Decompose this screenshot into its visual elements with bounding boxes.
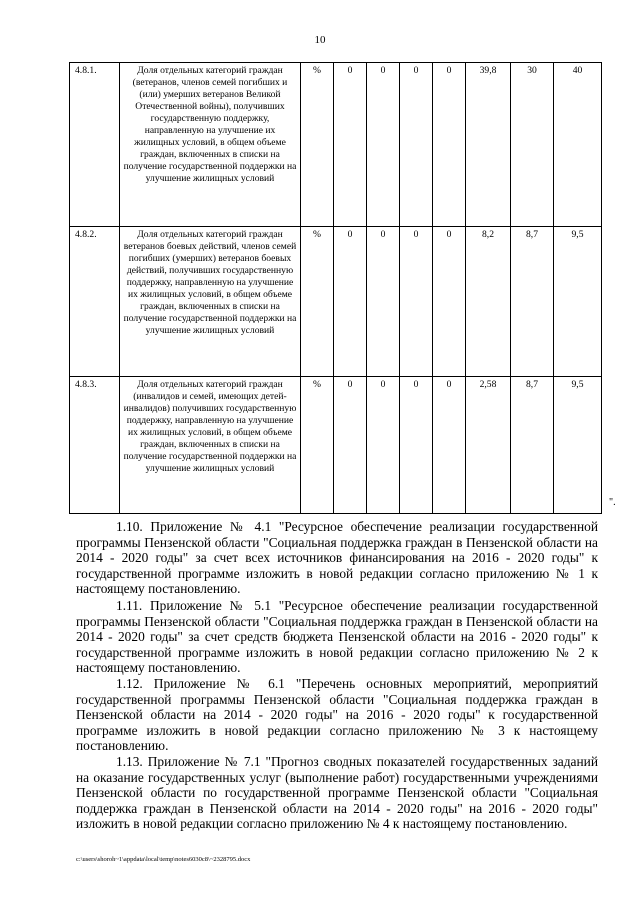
value-cell: 0 (400, 227, 433, 377)
indicator-description: Доля отдельных категорий граждан (ветеранов, членов семей погибших и (или) умерших ветеранов Великой Отечественной войны), получивших государственную поддержку, направленную на улучшение их жилищных условий, в общем объеме граждан, включенных в списки на получение государственной поддержки на улучшение жилищных условий (120, 63, 301, 227)
value-cell: 0 (334, 227, 367, 377)
paragraph-1-12 (76, 676, 598, 754)
value-cell: 39,8 (466, 63, 511, 227)
closing-quote: ". (609, 497, 616, 508)
value-cell: 8,7 (511, 227, 554, 377)
value-cell: 2,58 (466, 377, 511, 514)
value-cell: 9,5 (554, 377, 602, 514)
value-cell: 0 (334, 63, 367, 227)
paragraph-1-11 (76, 598, 598, 676)
indicator-description: Доля отдельных категорий граждан (инвалидов и семей, имеющих детей-инвалидов) получивших государственную поддержку, направленную на улучшение их жилищных условий, в общем объеме граждан, включенных в списки на получение государственной поддержки на улучшение жилищных условий (120, 377, 301, 514)
paragraph-text: 1.10. Приложение № 4.1 "Ресурсное обеспечение реализации государственной программы Пензенской области "Социальная поддержка граждан в Пензенской области на 2014 - 2020 годы" за счет всех источников финансирования на 2016 - 2020 годы" к государственной программе изложить в новой редакции согласно приложению № 1 к настоящему постановлению. (76, 519, 598, 597)
value-cell: 30 (511, 63, 554, 227)
value-cell: 0 (334, 377, 367, 514)
paragraph-text: 1.11. Приложение № 5.1 "Ресурсное обеспечение реализации государственной программы Пензенской области "Социальная поддержка граждан в Пензенской области на 2014 - 2020 годы" за счет средств бюджета Пензенской области на 2016 - 2020 годы" к государственной программе изложить в новой редакции согласно приложению № 2 к настоящему постановлению. (76, 598, 598, 676)
value-cell: 0 (400, 63, 433, 227)
value-cell: 0 (367, 377, 400, 514)
unit-cell: % (301, 377, 334, 514)
table-row (70, 377, 602, 514)
paragraph-1-13 (76, 754, 598, 832)
value-cell: 0 (433, 227, 466, 377)
value-cell: 8,7 (511, 377, 554, 514)
indicator-number: 4.8.2. (70, 227, 120, 377)
paragraph-1-10 (76, 519, 598, 597)
value-cell: 9,5 (554, 227, 602, 377)
table-row (70, 63, 602, 227)
value-cell: 8,2 (466, 227, 511, 377)
value-cell: 40 (554, 63, 602, 227)
unit-cell: % (301, 63, 334, 227)
unit-cell: % (301, 227, 334, 377)
indicator-number: 4.8.1. (70, 63, 120, 227)
indicator-number: 4.8.3. (70, 377, 120, 514)
indicator-description: Доля отдельных категорий граждан ветеранов боевых действий, членов семей погибших (умерших) ветеранов боевых действий, получивших государственную поддержку, направленную на улучшение их жилищных условий, в общем объеме граждан, включенных в списки на получение государственной поддержки на улучшение жилищных условий (120, 227, 301, 377)
value-cell: 0 (367, 63, 400, 227)
value-cell: 0 (400, 377, 433, 514)
page-number: 10 (314, 34, 326, 46)
value-cell: 0 (433, 63, 466, 227)
file-path-footer: c:\users\shoroh~1\appdata\local\temp\notes6030c8\~2328795.docx (76, 856, 251, 863)
value-cell: 0 (367, 227, 400, 377)
paragraph-text: 1.13. Приложение № 7.1 "Прогноз сводных показателей государственных заданий на оказание государственных услуг (выполнение работ) государственными учреждениями Пензенской области по государственной программе Пензенской области "Социальная поддержка граждан в Пензенской области на 2014 - 2020 годы" на 2016 - 2020 годы" изложить в новой редакции согласно приложению № 4 к настоящему постановлению. (76, 754, 598, 832)
table-row (70, 227, 602, 377)
paragraph-text: 1.12. Приложение № 6.1 "Перечень основных мероприятий, мероприятий государственной программы Пензенской области "Социальная поддержка граждан в Пензенской области на 2014 - 2020 годы" на 2016 - 2020 годы" к государственной программе изложить в новой редакции согласно приложению № 3 к настоящему постановлению. (76, 676, 598, 754)
indicators-table (69, 62, 602, 514)
value-cell: 0 (433, 377, 466, 514)
